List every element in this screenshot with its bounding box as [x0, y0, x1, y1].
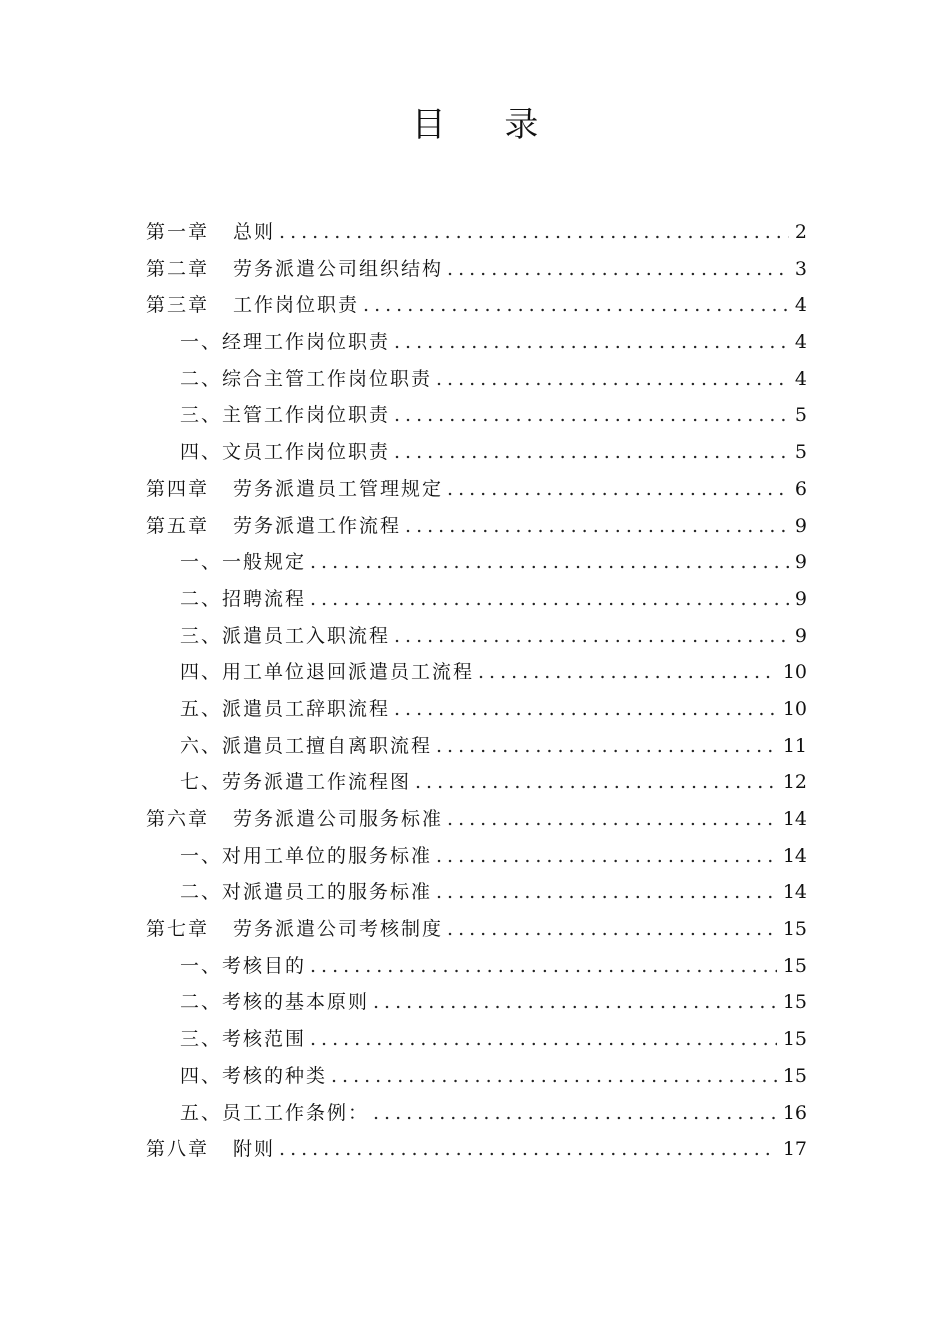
toc-entry[interactable] [146, 801, 807, 838]
toc-leader-dots [394, 324, 789, 361]
toc-entry-label [180, 361, 432, 398]
toc-leader-dots [447, 471, 789, 508]
toc-entry[interactable] [146, 1095, 807, 1132]
toc-page-number: 9 [794, 587, 807, 610]
toc-page-number: 14 [782, 881, 807, 904]
toc-page-number: 6 [794, 477, 807, 500]
toc-page-number: 5 [794, 404, 807, 427]
toc-chapter-number: 第二章 [146, 257, 210, 280]
toc-entry-label [146, 1131, 275, 1168]
toc-entry[interactable] [146, 1021, 807, 1058]
toc-entry[interactable] [146, 948, 807, 985]
toc-entry-text: 六、派遣员工擅自离职流程 [180, 734, 433, 757]
toc-entry[interactable] [146, 397, 807, 434]
toc-entry[interactable] [146, 1131, 807, 1168]
toc-leader-dots [310, 581, 789, 618]
toc-page-number: 9 [794, 514, 807, 537]
toc-entry-text: 五、派遣员工辞职流程 [180, 697, 391, 720]
toc-leader-dots [373, 1095, 777, 1132]
toc-leader-dots [310, 544, 789, 581]
toc-leader-dots [447, 911, 777, 948]
toc-entry-label [180, 544, 306, 581]
toc-entry-text: 一、经理工作岗位职责 [180, 331, 391, 354]
toc-page-number: 16 [782, 1101, 807, 1124]
toc-entry-label [180, 324, 390, 361]
toc-leader-dots [373, 984, 777, 1021]
toc-leader-dots [394, 434, 789, 471]
toc-leader-dots [405, 508, 789, 545]
toc-page-number: 4 [794, 294, 807, 317]
toc-entry-text: 三、考核范围 [180, 1028, 307, 1051]
toc-page-number: 10 [782, 697, 807, 720]
toc-leader-dots [310, 1021, 777, 1058]
toc-entry-label [180, 691, 390, 728]
toc-entry-label [146, 471, 443, 508]
toc-leader-dots [436, 361, 789, 398]
toc-page-number: 15 [782, 918, 807, 941]
toc-entry-label [146, 801, 443, 838]
toc-entry-label [180, 1058, 327, 1095]
toc-entry-text: 七、劳务派遣工作流程图 [180, 771, 412, 794]
toc-entry-label [180, 397, 390, 434]
toc-entry-text: 四、用工单位退回派遣员工流程 [180, 661, 475, 684]
toc-entry-text: 二、考核的基本原则 [180, 991, 370, 1014]
toc-chapter-number: 第一章 [146, 221, 210, 243]
toc-entry[interactable] [146, 581, 807, 618]
toc-page-number: 2 [794, 221, 807, 243]
toc-entry[interactable] [146, 654, 807, 691]
toc-entry-label [180, 1021, 306, 1058]
toc-page-number: 10 [782, 661, 807, 684]
toc-chapter-number: 第五章 [146, 514, 210, 537]
toc-entry[interactable] [146, 324, 807, 361]
toc-chapter-number: 第八章 [146, 1138, 210, 1161]
toc-page-number: 15 [782, 1028, 807, 1051]
toc-leader-dots [310, 948, 777, 985]
page-title: 目 录 [411, 105, 563, 145]
toc-entry-label [180, 874, 432, 911]
toc-entry-label [180, 764, 411, 801]
toc-entry[interactable] [146, 838, 807, 875]
toc-entry[interactable] [146, 544, 807, 581]
toc-page-number: 9 [794, 624, 807, 647]
toc-leader-dots [394, 618, 789, 655]
toc-entry-label [180, 838, 432, 875]
toc-entry-text: 劳务派遣员工管理规定 [233, 477, 444, 500]
toc-entry-text: 四、文员工作岗位职责 [180, 441, 391, 464]
toc-page-number: 9 [794, 551, 807, 574]
toc-entry-text: 劳务派遣公司组织结构 [233, 257, 444, 280]
toc-leader-dots [331, 1058, 777, 1095]
toc-entry[interactable] [146, 214, 807, 251]
toc-entry-label [180, 434, 390, 471]
toc-entry-text: 工作岗位职责 [233, 294, 360, 317]
toc-entry[interactable] [146, 618, 807, 655]
toc-entry-label [180, 618, 390, 655]
toc-page-number: 11 [782, 734, 807, 757]
toc-entry[interactable] [146, 508, 807, 545]
toc-page-number: 15 [782, 1064, 807, 1087]
toc-entry[interactable] [146, 287, 807, 324]
toc-entry[interactable] [146, 251, 807, 288]
toc-entry[interactable] [146, 691, 807, 728]
toc-leader-dots [363, 287, 789, 324]
toc-page-number: 15 [782, 954, 807, 977]
toc-entry-text: 二、对派遣员工的服务标准 [180, 881, 433, 904]
table-of-contents [146, 214, 807, 1168]
toc-page-number: 14 [782, 844, 807, 867]
toc-entry[interactable] [146, 361, 807, 398]
toc-entry-label [146, 287, 359, 324]
toc-entry-label [180, 654, 474, 691]
toc-entry-label [146, 214, 275, 251]
toc-entry-label [180, 948, 306, 985]
toc-entry-label [146, 508, 401, 545]
toc-page-number: 12 [782, 771, 807, 794]
toc-entry[interactable] [146, 728, 807, 765]
toc-leader-dots [436, 728, 777, 765]
toc-entry-label [180, 728, 432, 765]
toc-page-number: 4 [794, 331, 807, 354]
toc-chapter-number: 第六章 [146, 808, 210, 830]
toc-leader-dots [447, 251, 789, 288]
toc-page-number: 14 [782, 808, 807, 830]
toc-page-number: 17 [782, 1138, 807, 1161]
toc-entry-text: 劳务派遣工作流程 [233, 514, 402, 537]
toc-leader-dots [394, 691, 777, 728]
toc-entry[interactable] [146, 434, 807, 471]
toc-entry-label [180, 984, 369, 1021]
toc-entry-label [180, 1095, 369, 1132]
toc-entry-label [146, 911, 443, 948]
toc-entry[interactable] [146, 764, 807, 801]
toc-page-number: 3 [794, 257, 807, 280]
toc-entry[interactable] [146, 984, 807, 1021]
toc-leader-dots [279, 214, 789, 251]
toc-entry-label [146, 251, 443, 288]
toc-entry-text: 一、对用工单位的服务标准 [180, 844, 433, 867]
toc-entry[interactable] [146, 911, 807, 948]
toc-entry-text: 附则 [233, 1138, 276, 1161]
toc-entry-text: 三、主管工作岗位职责 [180, 404, 391, 427]
toc-page-number: 15 [782, 991, 807, 1014]
toc-leader-dots [436, 874, 777, 911]
toc-entry-text: 五、员工工作条例： [180, 1101, 370, 1124]
toc-page-number: 4 [794, 367, 807, 390]
toc-entry-text: 三、派遣员工入职流程 [180, 624, 391, 647]
toc-entry-label [180, 581, 306, 618]
toc-leader-dots [415, 764, 777, 801]
toc-entry-text: 四、考核的种类 [180, 1064, 328, 1087]
toc-chapter-number: 第三章 [146, 294, 210, 317]
toc-entry[interactable] [146, 471, 807, 508]
toc-leader-dots [436, 838, 777, 875]
toc-entry-text: 二、综合主管工作岗位职责 [180, 367, 433, 390]
toc-entry-text: 劳务派遣公司服务标准 [233, 808, 444, 830]
toc-leader-dots [394, 397, 789, 434]
toc-leader-dots [478, 654, 777, 691]
toc-page-number: 5 [794, 441, 807, 464]
toc-entry-text: 一、考核目的 [180, 954, 307, 977]
toc-leader-dots [447, 801, 777, 838]
toc-entry-text: 劳务派遣公司考核制度 [233, 918, 444, 941]
toc-entry-text: 二、招聘流程 [180, 587, 307, 610]
toc-entry-text: 总则 [233, 221, 276, 243]
toc-entry[interactable] [146, 874, 807, 911]
toc-chapter-number: 第四章 [146, 477, 210, 500]
toc-leader-dots [279, 1131, 777, 1168]
toc-entry[interactable] [146, 1058, 807, 1095]
toc-chapter-number: 第七章 [146, 918, 210, 941]
toc-entry-text: 一、一般规定 [180, 551, 307, 574]
